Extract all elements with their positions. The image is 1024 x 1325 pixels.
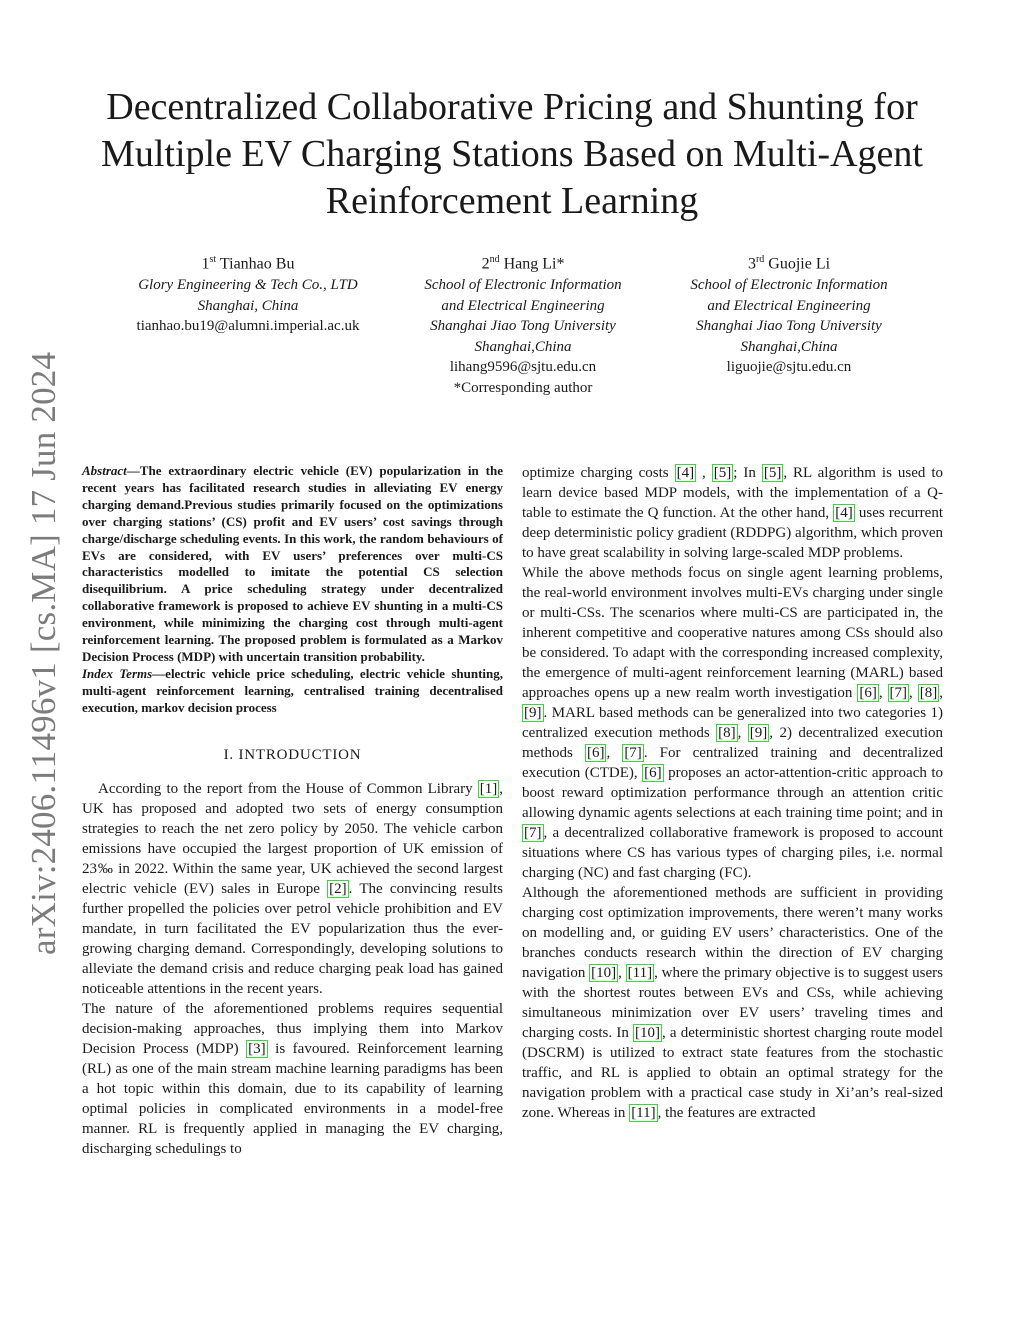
citation-link[interactable]: [4] [676,465,695,481]
citation-link[interactable]: [9] [749,725,768,741]
author-affiliation: and Electrical Engineering [441,297,605,314]
citation-link[interactable]: [1] [479,780,498,797]
citation-link[interactable]: [4] [835,505,853,521]
author-affiliation: Shanghai,China [740,338,838,355]
abstract-label: Abstract [82,463,127,478]
index-terms [82,666,503,717]
citation-link[interactable]: [11] [627,965,653,981]
right-column [522,463,943,1123]
author-affiliation: School of Electronic Information [690,276,888,293]
author-name: 2nd Hang Li* [481,254,565,273]
citation-link[interactable]: [10] [591,965,617,981]
body-paragraph: While the above methods focus on single agent learning problems, the real-world environment involves multi-EVs charging under single or multi-CSs. The scenarios where multi-CS are participated in, the inherent competitive and cooperative natures among CSs should also be considered. To adapt with the corresponding increased complexity, the emergence of multi-agent reinforcement learning (MARL) based approaches opens up a new realm worth investigation [6] , [7] , [8] , [9] . MARL based methods can be generalized into two categories 1) centralized execution methods [8] , [9] , 2) decentralized execution methods [6] , [7] . For centralized training and decentralized execution (CTDE), [6] proposes an actor-attention-critic approach to boost reward optimization performance through an attention critic allowing dynamic agents selections at each training time point; and in [7] , a decentralized collaborative framework is proposed to account situations where CS has various types of charging piles, i.e. normal charging (NC) and fast charging (FC). [522,565,943,881]
arxiv-identifier: arXiv:2406.11496v1 [cs.MA] 17 Jun 2024 [24,351,63,955]
author-email[interactable]: lihang9596@sjtu.edu.cn [449,359,597,376]
citation-link[interactable]: [2] [329,880,347,897]
author-block-3 [654,250,924,378]
citation-link[interactable]: [8] [718,725,736,741]
abstract-text: —The extraordinary electric vehicle (EV) popularization in the recent years has facilitated research studies in alleviating EV energy charging demand.Previous studies primarily focused on the optimizations over charging stations’ (CS) profit and EV users’ cost savings through charge/discharge scheduling events. In this work, the random behaviours of EVs are considered, with EV users’ preferences over multi-CS characteristics modelled to imitate the potential CS selection disequilibrium. A price scheduling strategy under decentralized collaborative framework is proposed to achieve EV shunting in a multi-CS environment, while minimizing the charging cost through multi-agent reinforcement learning. The proposed problem is formulated as a Markov Decision Process (MDP) with uncertain transition probability. [82,463,503,664]
author-affiliation: Glory Engineering & Tech Co., LTD [138,276,358,293]
left-column [82,463,503,1159]
citation-link[interactable]: [7] [889,685,908,701]
author-affiliation: Shanghai,China [474,338,572,355]
citation-link[interactable]: [6] [586,745,605,761]
introduction-body-left [82,779,503,1159]
body-paragraph: The nature of the aforementioned problems requires sequential decision-making approaches, thus implying them into Markov Decision Process (MDP) [3] is favoured. Reinforcement learning (RL) as one of the main stream machine learning paradigms has been a hot topic within this domain, due to its capability of learning optimal policies in complicated environments in a model-free manner. RL is frequently applied in managing the EV charging, discharging schedulings to [82,1000,503,1157]
author-name: 3rd Guojie Li [747,254,831,273]
body-paragraph: Although the aforementioned methods are sufficient in providing charging cost optimization improvements, there weren’t many works on modelling and, or guiding EV users’ characteristics. One of the branches conducts research within the direction of EV charging navigation [10] , [11] , where the primary objective is to suggest users with the shortest routes between EVs and CSs, while achieving simultaneous minimization over EV users’ traveling times and charging costs. In [10] , a deterministic shortest charging route model (DSCRM) is utilized to extract state features from the stochastic traffic, and RL is applied to obtain an optimal strategy for the navigation problem with a practical case study in Xi’an’s real-sized zone. Whereas in [11] , the features are extracted [522,885,943,1121]
author-affiliation: Shanghai Jiao Tong University [430,318,616,335]
author-name: 1st Tianhao Bu [201,254,295,273]
introduction-body-right [522,463,943,1123]
author-email[interactable]: liguojie@sjtu.edu.cn [726,359,852,376]
paper-title: Decentralized Collaborative Pricing and Shunting for Multiple EV Charging Stations Based on Multi-Agent Reinforcement Learning [101,86,923,222]
citation-link[interactable]: [7] [524,825,542,841]
index-terms-text: —electric vehicle price scheduling, electric vehicle shunting, multi-agent reinforcement learning, centralised training decentralised execution, markov decision process [82,665,503,715]
citation-link[interactable]: [10] [635,1025,660,1041]
author-affiliation: School of Electronic Information [424,276,622,293]
citation-link[interactable]: [3] [248,1040,266,1057]
section-heading-introduction: I. INTRODUCTION [223,746,362,763]
author-affiliation: Shanghai, China [197,297,299,314]
body-paragraph: According to the report from the House of Common Library [1] , UK has proposed and adopted two sets of energy consumption strategies to reach the net zero policy by 2050. The vehicle carbon emissions have occupied the largest proportion of UK emission of 23‰ in 2022. Within the same year, UK achieved the second largest electric vehicle (EV) sales in Europe [2] . The convincing results further propelled the policies over petrol vehicle prohibition and EV mandate, in turn facilitated the EV popularization thus the ever-growing charging demand. Correspondingly, developing solutions to alleviate the demand crisis and reduce charging peak load has gained noticeable attentions in the recent years. [82,780,503,997]
citation-link[interactable]: [11] [631,1105,656,1121]
abstract [82,463,503,666]
index-terms-label: Index Terms [82,665,153,681]
citation-link[interactable]: [6] [859,685,877,701]
author-email[interactable]: tianhao.bu19@alumni.imperial.ac.uk [136,318,360,335]
citation-link[interactable]: [5] [713,465,732,481]
author-block-1 [113,250,383,337]
citation-link[interactable]: [6] [644,765,662,781]
body-paragraph: optimize charging costs [4] , [5] ; In [5] , RL algorithm is used to learn device based MDP models, with the implementation of a Q-table to estimate the Q function. At the other hand, [4] uses recurrent deep deterministic policy gradient (RDDPG) algorithm, which proven to have great scalability in solving large-scaled MDP problems. [522,465,943,561]
citation-link[interactable]: [7] [624,745,642,761]
citation-link[interactable]: [5] [763,465,782,481]
author-affiliation: and Electrical Engineering [707,297,871,314]
corresponding-note: *Corresponding author [453,379,593,396]
citation-link[interactable]: [9] [524,705,542,721]
author-affiliation: Shanghai Jiao Tong University [696,318,882,335]
citation-link[interactable]: [8] [919,685,938,701]
author-block-2 [388,250,658,398]
